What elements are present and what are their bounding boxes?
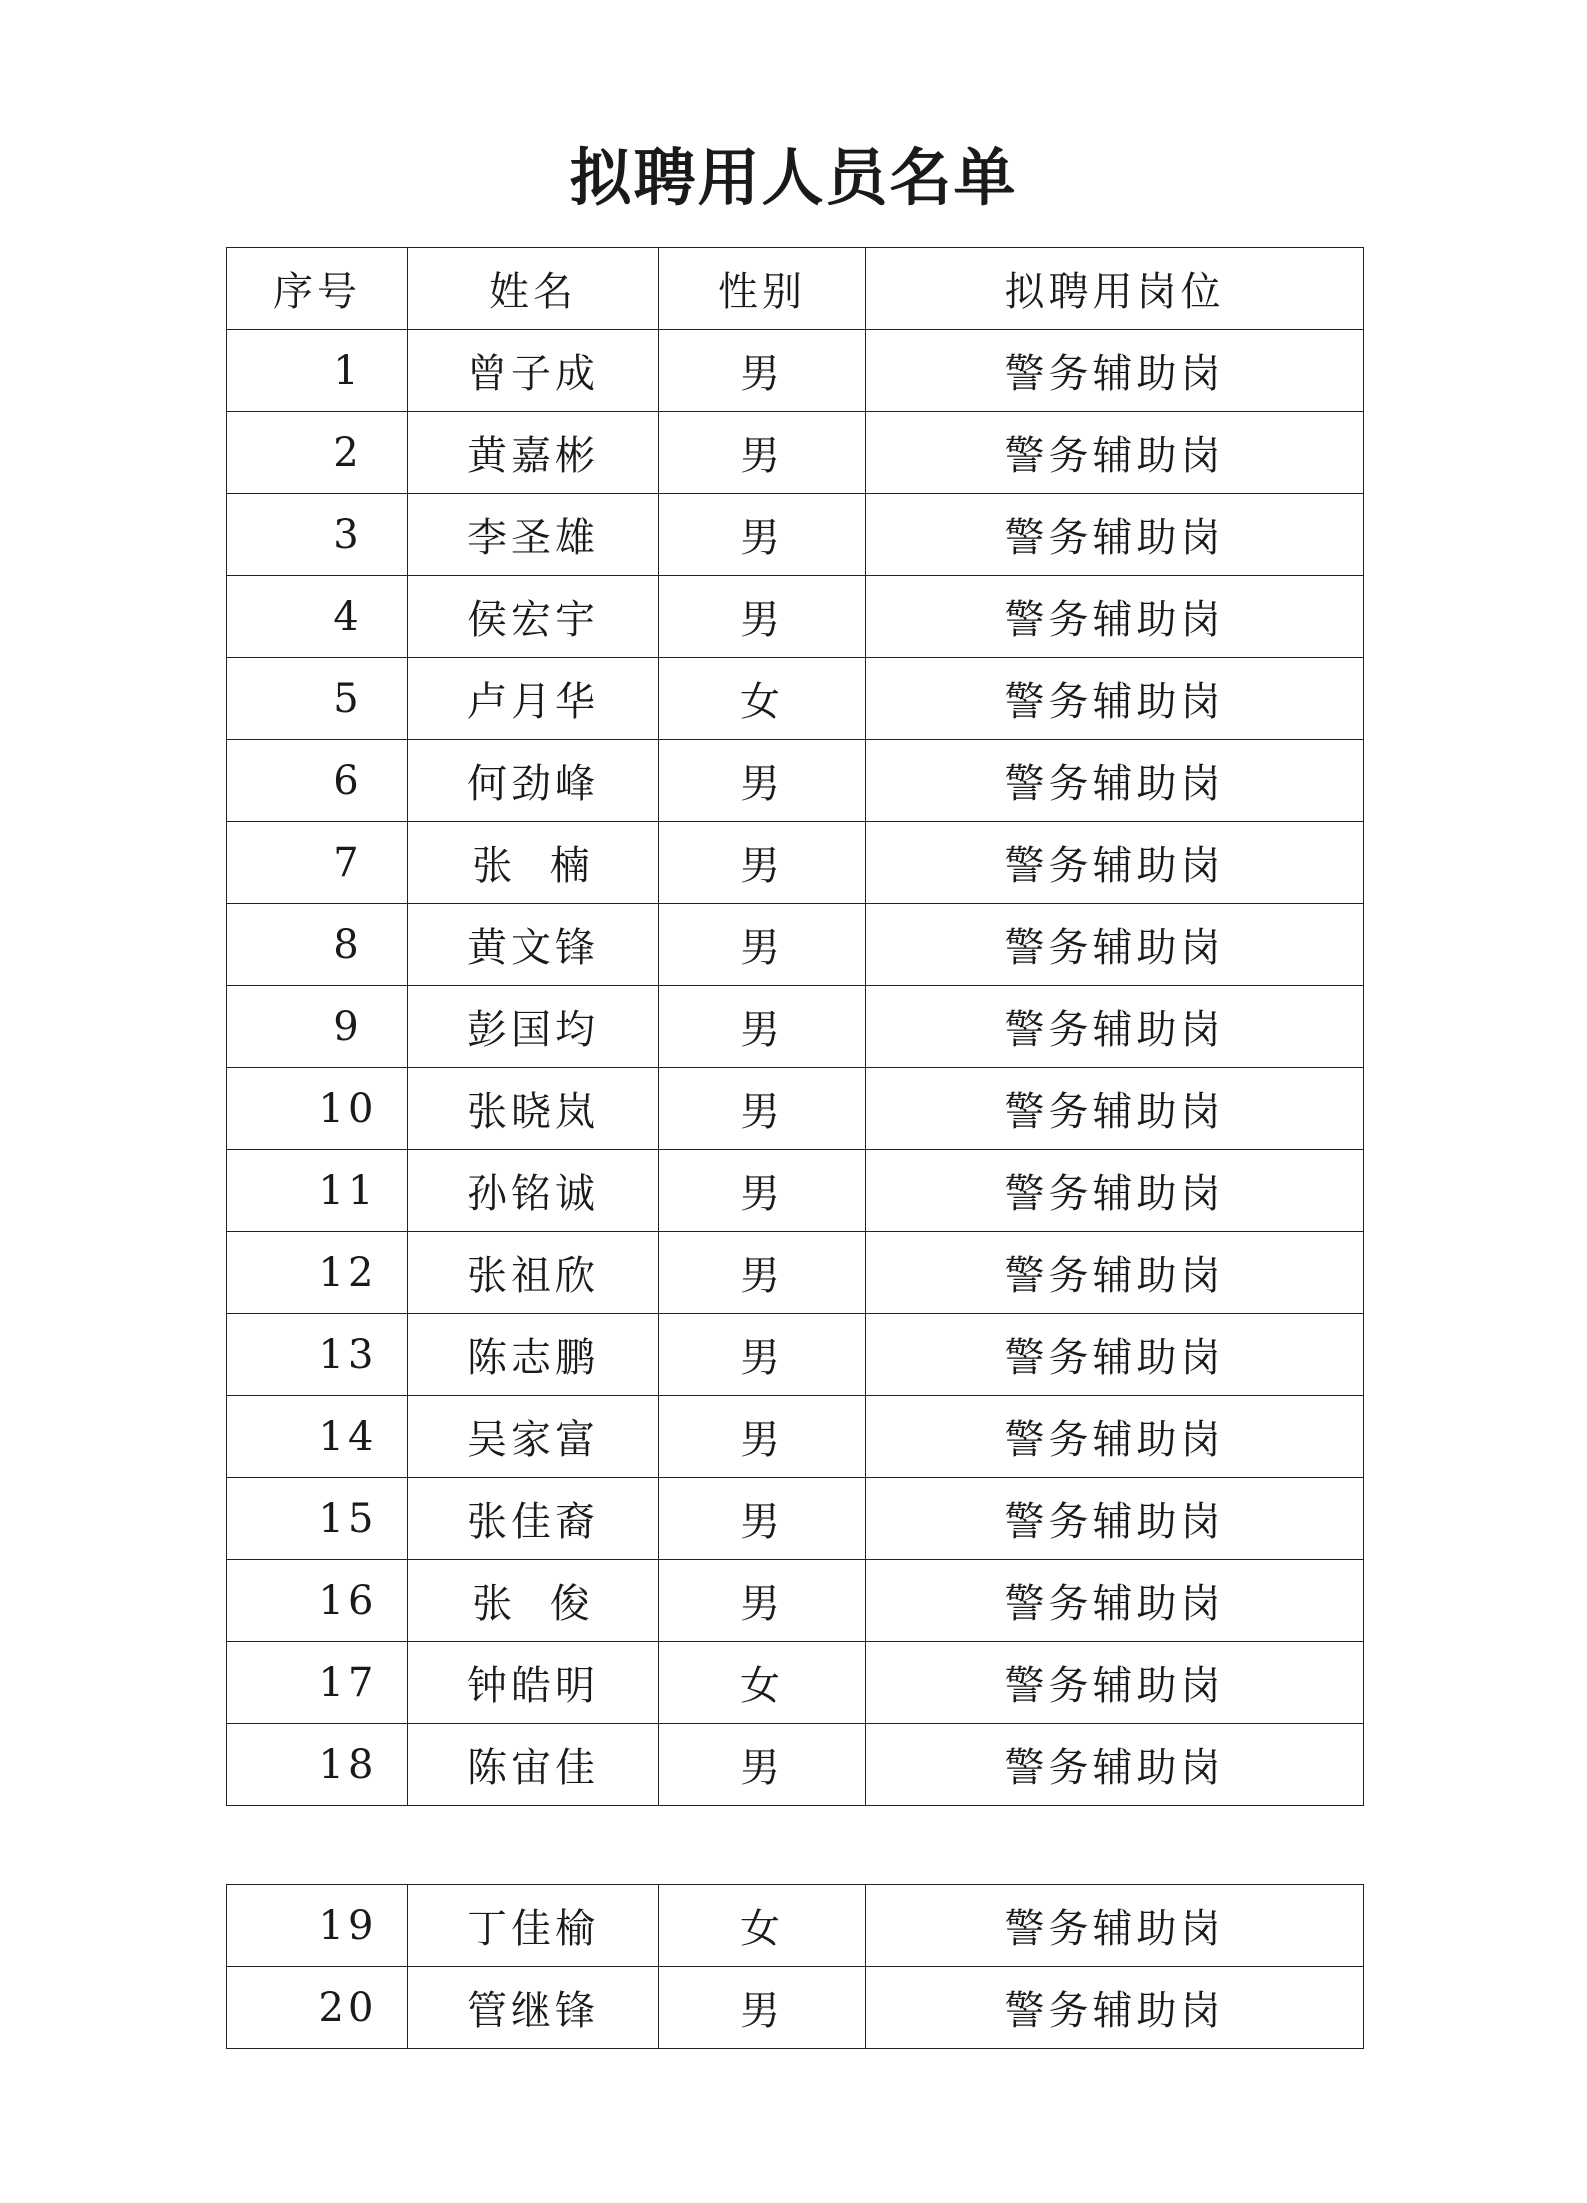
table-row [227, 412, 1364, 494]
table-row [227, 1478, 1364, 1560]
cell-name: 彭国均 [408, 986, 659, 1068]
table-row [227, 1314, 1364, 1396]
table-row [227, 1150, 1364, 1232]
table-row [227, 658, 1364, 740]
cell-name: 孙铭诚 [408, 1150, 659, 1232]
cell-name: 黄文锋 [408, 904, 659, 986]
header-cell-number: 序号 [227, 248, 408, 330]
cell-gender: 男 [659, 1967, 866, 2049]
cell-gender: 男 [659, 1560, 866, 1642]
cell-name: 曾子成 [408, 330, 659, 412]
header-cell-gender: 性别 [659, 248, 866, 330]
header-cell-name: 姓名 [408, 248, 659, 330]
cell-number: 5 [227, 658, 408, 740]
cell-post: 警务辅助岗 [866, 1232, 1364, 1314]
cell-gender: 男 [659, 1478, 866, 1560]
cell-gender: 男 [659, 1314, 866, 1396]
cell-name: 管继锋 [408, 1967, 659, 2049]
cell-gender: 男 [659, 412, 866, 494]
cell-number: 15 [227, 1478, 408, 1560]
cell-number: 12 [227, 1232, 408, 1314]
cell-gender: 男 [659, 1232, 866, 1314]
cell-number: 6 [227, 740, 408, 822]
table-row [227, 1885, 1364, 1967]
table-row [227, 1724, 1364, 1806]
table-row [227, 1396, 1364, 1478]
cell-name: 张 俊 [408, 1560, 659, 1642]
table-row [227, 740, 1364, 822]
cell-name: 陈宙佳 [408, 1724, 659, 1806]
cell-number: 10 [227, 1068, 408, 1150]
cell-post: 警务辅助岗 [866, 1068, 1364, 1150]
cell-gender: 男 [659, 494, 866, 576]
cell-gender: 男 [659, 330, 866, 412]
table-row [227, 1068, 1364, 1150]
cell-name: 吴家富 [408, 1396, 659, 1478]
table-row [227, 1642, 1364, 1724]
table-row [227, 330, 1364, 412]
cell-name: 黄嘉彬 [408, 412, 659, 494]
cell-post: 警务辅助岗 [866, 740, 1364, 822]
cell-name: 张祖欣 [408, 1232, 659, 1314]
cell-number: 9 [227, 986, 408, 1068]
page-title: 拟聘用人员名单 [569, 141, 1018, 214]
cell-gender: 女 [659, 1642, 866, 1724]
header-cell-post: 拟聘用岗位 [866, 248, 1364, 330]
cell-post: 警务辅助岗 [866, 412, 1364, 494]
cell-number: 4 [227, 576, 408, 658]
table-header-row [227, 248, 1364, 330]
cell-number: 7 [227, 822, 408, 904]
table-row [227, 576, 1364, 658]
cell-name: 钟皓明 [408, 1642, 659, 1724]
cell-post: 警务辅助岗 [866, 1150, 1364, 1232]
cell-gender: 男 [659, 1150, 866, 1232]
cell-number: 8 [227, 904, 408, 986]
cell-post: 警务辅助岗 [866, 986, 1364, 1068]
cell-gender: 男 [659, 740, 866, 822]
cell-number: 18 [227, 1724, 408, 1806]
table-row [227, 986, 1364, 1068]
cell-post: 警务辅助岗 [866, 1724, 1364, 1806]
cell-name: 何劲峰 [408, 740, 659, 822]
cell-post: 警务辅助岗 [866, 822, 1364, 904]
cell-post: 警务辅助岗 [866, 904, 1364, 986]
cell-name: 丁佳榆 [408, 1885, 659, 1967]
cell-post: 警务辅助岗 [866, 658, 1364, 740]
cell-name: 卢月华 [408, 658, 659, 740]
cell-number: 3 [227, 494, 408, 576]
cell-number: 17 [227, 1642, 408, 1724]
roster-table-continued [226, 1884, 1364, 2049]
cell-number: 14 [227, 1396, 408, 1478]
cell-post: 警务辅助岗 [866, 330, 1364, 412]
cell-name: 张佳裔 [408, 1478, 659, 1560]
cell-name: 陈志鹏 [408, 1314, 659, 1396]
cell-number: 11 [227, 1150, 408, 1232]
cell-post: 警务辅助岗 [866, 1560, 1364, 1642]
cell-post: 警务辅助岗 [866, 1885, 1364, 1967]
cell-name: 侯宏宇 [408, 576, 659, 658]
cell-gender: 男 [659, 1724, 866, 1806]
cell-post: 警务辅助岗 [866, 1642, 1364, 1724]
cell-post: 警务辅助岗 [866, 1967, 1364, 2049]
cell-number: 13 [227, 1314, 408, 1396]
cell-number: 20 [227, 1967, 408, 2049]
roster-table [226, 247, 1364, 1806]
table-row [227, 494, 1364, 576]
cell-gender: 女 [659, 658, 866, 740]
cell-gender: 男 [659, 986, 866, 1068]
cell-post: 警务辅助岗 [866, 1478, 1364, 1560]
cell-post: 警务辅助岗 [866, 494, 1364, 576]
cell-gender: 男 [659, 576, 866, 658]
cell-gender: 女 [659, 1885, 866, 1967]
cell-number: 1 [227, 330, 408, 412]
cell-gender: 男 [659, 1068, 866, 1150]
cell-name: 张晓岚 [408, 1068, 659, 1150]
cell-number: 16 [227, 1560, 408, 1642]
cell-number: 2 [227, 412, 408, 494]
cell-gender: 男 [659, 904, 866, 986]
table-row [227, 1967, 1364, 2049]
cell-gender: 男 [659, 822, 866, 904]
table-row [227, 1232, 1364, 1314]
table-row [227, 1560, 1364, 1642]
table-row [227, 904, 1364, 986]
cell-number: 19 [227, 1885, 408, 1967]
cell-post: 警务辅助岗 [866, 576, 1364, 658]
table-row [227, 822, 1364, 904]
cell-post: 警务辅助岗 [866, 1314, 1364, 1396]
cell-name: 李圣雄 [408, 494, 659, 576]
cell-gender: 男 [659, 1396, 866, 1478]
cell-post: 警务辅助岗 [866, 1396, 1364, 1478]
cell-name: 张 楠 [408, 822, 659, 904]
